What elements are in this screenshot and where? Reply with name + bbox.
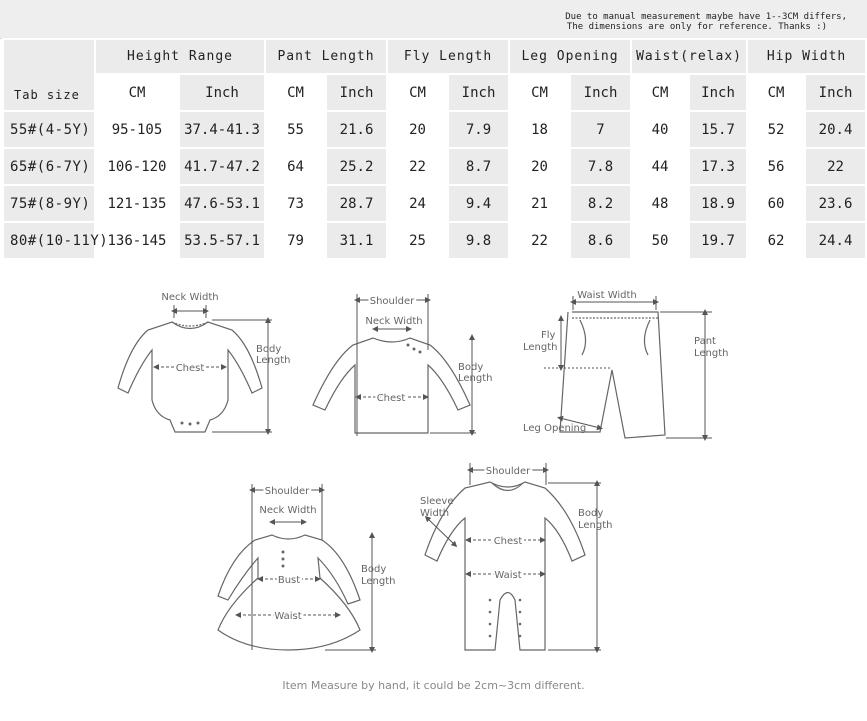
header-waist: Waist(relax) (631, 39, 747, 74)
pants-fly-length-label: Length (523, 342, 558, 353)
notice-line-2: The dimensions are only for reference. Thanks :) (566, 22, 827, 32)
shirt-shoulder-label: Shoulder (369, 296, 415, 307)
header-fly-length: Fly Length (387, 39, 509, 74)
table-row (3, 148, 866, 185)
shirt-neck-width-label: Neck Width (365, 316, 423, 327)
unit-inch: Inch (805, 74, 866, 111)
pants-pant-label: Pant (694, 336, 716, 347)
table-cell: 21.6 (326, 111, 387, 148)
table-cell: 56 (747, 148, 805, 185)
table-cell: 25.2 (326, 148, 387, 185)
unit-inch: Inch (689, 74, 747, 111)
unit-inch: Inch (179, 74, 265, 111)
size-label: 65#(6-7Y) (3, 148, 95, 185)
romper-sleeve-label: Sleeve (420, 496, 454, 507)
pants-leg-opening-label: Leg Opening (523, 423, 587, 434)
table-cell: 55 (265, 111, 326, 148)
table-cell: 9.8 (448, 222, 509, 259)
unit-cm: CM (631, 74, 689, 111)
table-cell: 7.8 (570, 148, 631, 185)
table-cell: 25 (387, 222, 448, 259)
table-cell: 64 (265, 148, 326, 185)
table-cell: 19.7 (689, 222, 747, 259)
header-leg-opening: Leg Opening (509, 39, 631, 74)
unit-cm: CM (509, 74, 570, 111)
measurement-diagrams (0, 275, 867, 675)
size-label: 55#(4-5Y) (3, 111, 95, 148)
table-cell: 22 (805, 148, 866, 185)
table-cell: 41.7-47.2 (179, 148, 265, 185)
shirt-chest-label: Chest (376, 393, 406, 404)
table-cell: 44 (631, 148, 689, 185)
table-cell: 24 (387, 185, 448, 222)
table-cell: 8.7 (448, 148, 509, 185)
table-cell: 20.4 (805, 111, 866, 148)
table-cell: 62 (747, 222, 805, 259)
table-cell: 8.6 (570, 222, 631, 259)
footer-note: Item Measure by hand, it could be 2cm~3cm different. (282, 679, 585, 692)
table-cell: 40 (631, 111, 689, 148)
measurement-notice (0, 0, 867, 39)
bodysuit-length-label: Length (256, 355, 291, 366)
table-cell: 95-105 (95, 111, 179, 148)
header-pant-length: Pant Length (265, 39, 387, 74)
bodysuit-body-label: Body (256, 344, 282, 355)
table-cell: 48 (631, 185, 689, 222)
size-label: 80#(10-11Y) (3, 222, 95, 259)
table-cell: 23.6 (805, 185, 866, 222)
table-cell: 37.4-41.3 (179, 111, 265, 148)
table-cell: 22 (509, 222, 570, 259)
table-cell: 106-120 (95, 148, 179, 185)
table-cell: 20 (509, 148, 570, 185)
table-cell: 18 (509, 111, 570, 148)
table-cell: 22 (387, 148, 448, 185)
table-cell: 79 (265, 222, 326, 259)
unit-row (3, 74, 866, 111)
table-cell: 8.2 (570, 185, 631, 222)
dress-shoulder-label: Shoulder (264, 486, 310, 497)
unit-inch: Inch (570, 74, 631, 111)
unit-cm: CM (387, 74, 448, 111)
pants-diagram (523, 290, 729, 438)
bodysuit-diagram (118, 292, 291, 432)
shirt-length-label: Length (458, 373, 493, 384)
romper-waist-label: Waist (494, 570, 522, 581)
table-cell: 52 (747, 111, 805, 148)
pants-waist-width-label: Waist Width (577, 290, 637, 301)
table-cell: 21 (509, 185, 570, 222)
table-cell: 9.4 (448, 185, 509, 222)
dress-neck-width-label: Neck Width (259, 505, 317, 516)
table-row (3, 185, 866, 222)
table-cell: 20 (387, 111, 448, 148)
header-height-range: Height Range (95, 39, 265, 74)
dress-length-label: Length (361, 576, 396, 587)
romper-length-label: Length (578, 520, 613, 531)
table-cell: 60 (747, 185, 805, 222)
shirt-diagram (313, 294, 493, 436)
dress-waist-label: Waist (274, 611, 302, 622)
bodysuit-neck-width-label: Neck Width (161, 292, 219, 303)
unit-cm: CM (265, 74, 326, 111)
table-cell: 136-145 (95, 222, 179, 259)
table-cell: 7 (570, 111, 631, 148)
table-cell: 28.7 (326, 185, 387, 222)
pants-fly-label: Fly (541, 330, 556, 341)
dress-bust-label: Bust (277, 575, 301, 586)
table-row (3, 111, 866, 148)
size-label: 75#(8-9Y) (3, 185, 95, 222)
romper-chest-label: Chest (493, 536, 523, 547)
table-cell: 17.3 (689, 148, 747, 185)
shirt-body-label: Body (458, 362, 484, 373)
notice-line-1: Due to manual measurement maybe have 1--3CM differs, (565, 12, 847, 22)
unit-cm: CM (747, 74, 805, 111)
dress-body-label: Body (361, 564, 387, 575)
table-cell: 15.7 (689, 111, 747, 148)
table-cell: 18.9 (689, 185, 747, 222)
unit-inch: Inch (326, 74, 387, 111)
dress-diagram (218, 484, 396, 650)
romper-body-label: Body (578, 508, 604, 519)
romper-shoulder-label: Shoulder (485, 466, 531, 477)
table-cell: 31.1 (326, 222, 387, 259)
romper-diagram (420, 463, 613, 650)
unit-cm: CM (95, 74, 179, 111)
bodysuit-chest-label: Chest (175, 363, 205, 374)
table-cell: 47.6-53.1 (179, 185, 265, 222)
pants-pant-length-label: Length (694, 348, 729, 359)
table-row (3, 222, 866, 259)
table-cell: 7.9 (448, 111, 509, 148)
table-cell: 24.4 (805, 222, 866, 259)
tab-size-header: Tab size (3, 39, 95, 111)
table-cell: 73 (265, 185, 326, 222)
table-cell: 50 (631, 222, 689, 259)
header-hip-width: Hip Width (747, 39, 866, 74)
size-chart-table (2, 38, 867, 260)
romper-sleeve-width-label: Width (420, 508, 450, 519)
table-cell: 121-135 (95, 185, 179, 222)
unit-inch: Inch (448, 74, 509, 111)
header-row (3, 39, 866, 74)
table-cell: 53.5-57.1 (179, 222, 265, 259)
